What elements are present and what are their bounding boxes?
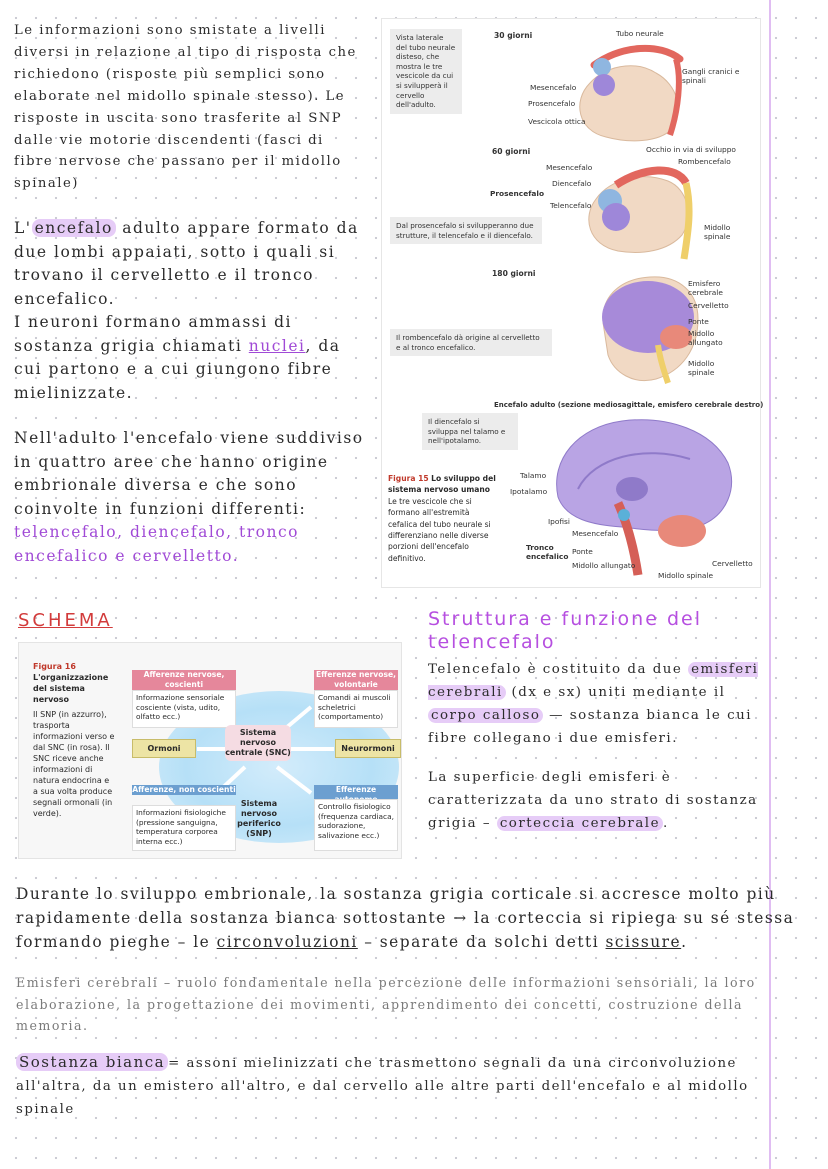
center-snc: Sistema nervoso centrale (SNC) <box>225 725 291 761</box>
info-box: Vista laterale del tubo neurale disteso, che mostra le tre vescicole da cui si svilupperà il cervello dell'adulto. <box>390 29 462 114</box>
box-eff-autonome: Controllo fisiologico (frequenza cardiaca, sudorazione, salivazione ecc.) <box>314 799 398 851</box>
label: Tubo neurale <box>616 29 664 38</box>
pill-neurormoni: Neurormoni <box>335 739 401 758</box>
highlight-encefalo: encefalo <box>32 219 116 237</box>
highlight-corpo-calloso: corpo calloso <box>428 708 543 723</box>
note-paragraph: Emisferi cerebrali – ruolo fondamentale nella percezione delle informazioni sensoriali, la loro elaborazione, la progettazione dei movimenti, apprendimento dei concetti, costruzione della memoria. <box>16 975 756 1033</box>
figure-15 <box>381 18 764 588</box>
note-paragraph: Sostanza bianca = assoni mielinizzati che trasmettono segnali da una circonvoluzione all'altra, da un emistero all'altro, e dal cervello alle altre parti dell'encefalo e al midollo spinale <box>16 1052 749 1117</box>
box-aff-non-coscienti: Informazioni fisiologiche (pressione sanguigna, temperatura corporea interna ecc.) <box>132 805 236 851</box>
note-paragraph: Nell'adulto l'encefalo viene suddiviso in quattro aree che hanno origine embrionale diversa e che sono coinvolte in funzioni differenti: telencefalo, diencefalo, tronco encefalico e cervelletto. <box>14 429 364 565</box>
center-snp: Sistema nervoso periferico (SNP) <box>237 799 281 838</box>
notes-top-left <box>14 20 364 568</box>
purple-areas: telencefalo, diencefalo, tronco encefalico e cervelletto. <box>14 523 299 565</box>
highlight-corteccia: corteccia cerebrale <box>497 816 663 831</box>
pill-ormoni: Ormoni <box>132 739 196 758</box>
label: Emisfero cerebrale <box>688 279 723 298</box>
header-aff-non-coscienti: Afferenze, non coscienti <box>132 785 236 794</box>
label: Telencefalo <box>550 201 592 210</box>
header-eff-volontarie: Efferenze nervose, volontarie <box>315 670 397 689</box>
label: Midollo allungato <box>572 561 636 570</box>
label: Talamo <box>520 471 547 480</box>
info-box: Dal prosencefalo si svilupperanno due strutture, il telencefalo e il diencefalo. <box>390 217 542 244</box>
highlight-sostanza-bianca: Sostanza bianca <box>16 1053 168 1071</box>
label: Tronco encefalico <box>526 543 569 562</box>
label: Ponte <box>688 317 709 326</box>
label: Vescicola ottica <box>528 117 586 126</box>
notes-bottom <box>16 882 806 1121</box>
label: Prosencefalo <box>490 189 545 198</box>
figure-16-caption: Figura 16 L'organizzazione del sistema nervoso Il SNP (in azzurro), trasporta informazioni verso e dal SNC (in rosa). Il SNC riceve anche informazioni di natura endocrina e a sua volta produce segnali ormonali (in verde). <box>33 662 115 818</box>
info-box: Il rombencefalo dà origine al cervelletto e al tronco encefalico. <box>390 329 552 356</box>
stage-label: Encefalo adulto (sezione mediosagittale, emisfero cerebrale destro) <box>494 401 764 409</box>
box-aff-coscienti: Informazione sensoriale cosciente (vista, udito, olfatto ecc.) <box>132 690 236 728</box>
label: Midollo spinale <box>704 223 731 242</box>
label: Midollo allungato <box>688 329 723 348</box>
stage-label: 60 giorni <box>492 147 531 156</box>
header-aff-coscienti: Afferenze nervose, coscienti <box>132 670 236 690</box>
stage-label: 180 giorni <box>492 269 536 278</box>
label: Rombencefalo <box>678 157 731 166</box>
underline-scissure: scissure <box>605 933 682 951</box>
label: Mesencefalo <box>572 529 619 538</box>
note-paragraph: Durante lo sviluppo embrionale, la sostanza grigia corticale si accresce molto più rapidamente della sostanza bianca sottostante → la corteccia si ripiega su sé stessa formando pieghe – le circonvoluzioni – separate da solchi detti scissure. <box>16 885 795 951</box>
label: Occhio in via di sviluppo <box>646 145 736 154</box>
underline-circonvoluzioni: circonvoluzioni <box>216 933 358 951</box>
label: Mesencefalo <box>546 163 593 172</box>
note-paragraph: L' encefalo adulto appare formato da due lombi appaiati, sotto i quali si trovano il cervelletto e il tronco encefalico. <box>14 219 359 308</box>
figure-16 <box>18 642 402 859</box>
label: Mesencefalo <box>530 83 577 92</box>
notes-right <box>428 608 780 835</box>
label: Midollo spinale <box>688 359 715 378</box>
label: Cervelletto <box>712 559 753 568</box>
label: Ipofisi <box>548 517 570 526</box>
note-paragraph: La superficie degli emisferi è caratterizzata da uno strato di sostanza grigia – corteccia cerebrale . <box>428 770 758 831</box>
label: Ponte <box>572 547 593 556</box>
stage-label: 30 giorni <box>494 31 533 40</box>
label: Midollo spinale <box>658 571 714 580</box>
figure-15-caption: Figura 15 Lo sviluppo del sistema nervoso umano Le tre vescicole che si formano all'estremità cefalica del tubo neurale si differenziano nelle diverse porzioni dell'encefalo definitivo. <box>388 474 496 563</box>
label: Diencefalo <box>552 179 592 188</box>
label: Gangli cranici e spinali <box>682 67 740 86</box>
highlight-emisferi: emisferi cerebrali <box>428 662 759 700</box>
info-box: Il diencefalo si sviluppa nel talamo e nell'ipotalamo. <box>422 413 518 450</box>
note-paragraph: Telencefalo è costituito da due emisferi cerebrali (dx e sx) uniti mediante il corpo calloso — sostanza bianca le cui fibre collegano i due emisferi. <box>428 662 759 746</box>
underline-nuclei: nuclei <box>248 336 306 355</box>
label: Cervelletto <box>688 301 729 310</box>
section-title: Struttura e funzione del telencefalo <box>428 608 702 653</box>
label: Prosencefalo <box>528 99 576 108</box>
note-paragraph: I neuroni formano ammassi di sostanza grigia chiamati nuclei, da cui partono e a cui giungono fibre mielinizzate. <box>14 313 341 402</box>
box-eff-volontarie: Comandi ai muscoli scheletrici (comportamento) <box>314 690 398 728</box>
schema-title: SCHEMA <box>18 610 113 631</box>
label: Ipotalamo <box>510 487 548 496</box>
header-eff-autonome: Efferenze <box>314 785 398 805</box>
note-paragraph: Le informazioni sono smistate a livelli diversi in relazione al tipo di risposta che richiedono (risposte più semplici sono elaborate nel midollo spinale stesso). Le risposte in uscita sono trasferite al SNP dalle vie motorie discendenti (fasci di fibre nervose che passano per il midollo spinale) <box>14 23 357 192</box>
